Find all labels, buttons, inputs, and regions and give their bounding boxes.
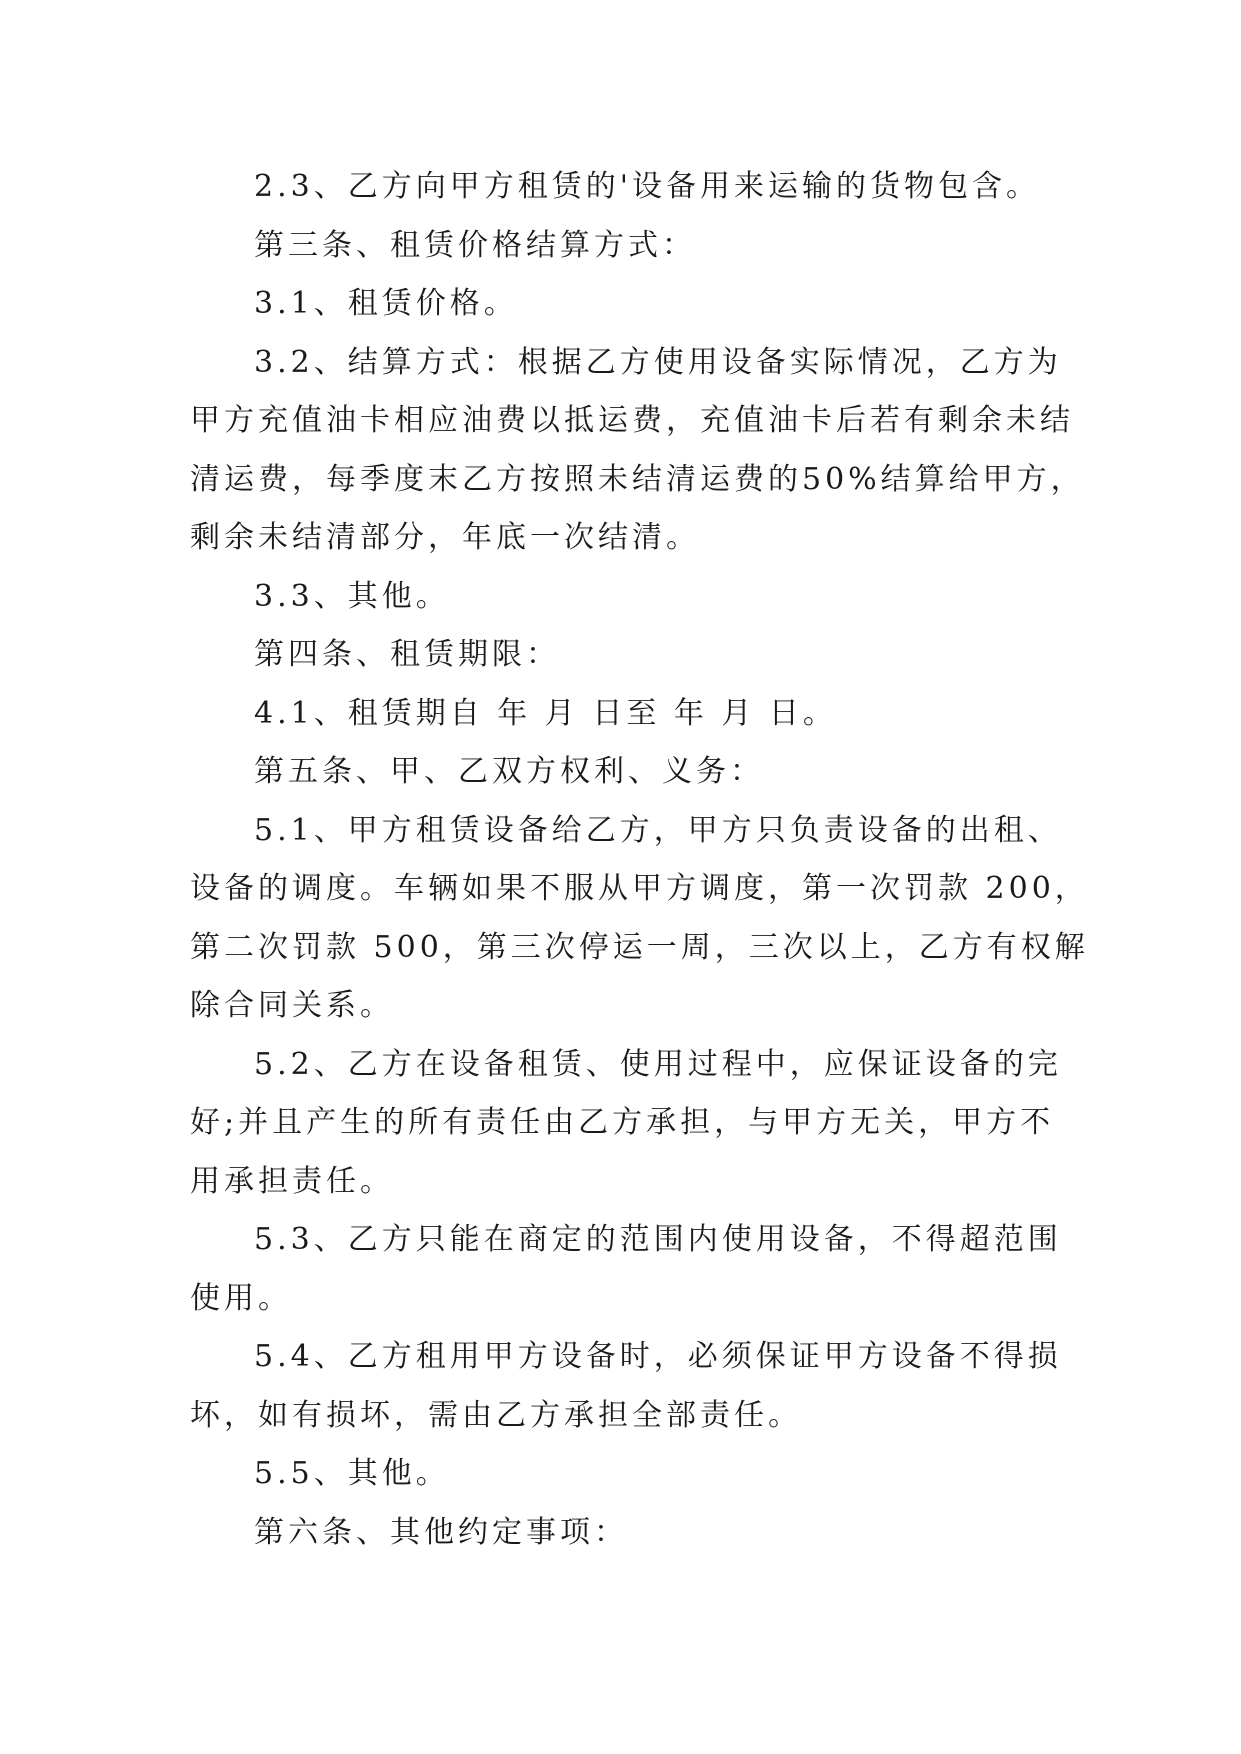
clause-3-2-line-1: 3.2、结算方式：根据乙方使用设备实际情况，乙方为 [254, 344, 1062, 380]
clause-5-4-line-2: 坏，如有损坏，需由乙方承担全部责任。 [190, 1397, 802, 1433]
clause-3-2-line-2: 甲方充值油卡相应油费以抵运费，充值油卡后若有剩余未结 [190, 403, 1074, 438]
article-5-heading: 第五条、甲、乙双方权利、义务： [254, 754, 764, 789]
clause-5-5-line: 5.5、其他。 [254, 1456, 450, 1491]
clause-5-2-line-2: 好;并且产生的所有责任由乙方承担，与甲方无关，甲方不 [190, 1105, 1055, 1140]
clause-5-4-line-1: 5.4、乙方租用甲方设备时，必须保证甲方设备不得损 [254, 1339, 1062, 1374]
clause-3-1-line: 3.1、租赁价格。 [254, 286, 518, 321]
clause-5-1-line-4: 除合同关系。 [190, 988, 394, 1023]
clause-3-2-line-4: 剩余未结清部分，年底一次结清。 [190, 520, 700, 555]
clause-5-1-line-1: 5.1、甲方租赁设备给乙方，甲方只负责设备的出租、 [254, 812, 1062, 848]
clause-2-3-line: 2.3、乙方向甲方租赁的'设备用来运输的货物包含。 [254, 169, 1040, 204]
article-6-heading: 第六条、其他约定事项： [254, 1514, 628, 1550]
clause-5-2-line-1: 5.2、乙方在设备租赁、使用过程中，应保证设备的完 [254, 1046, 1062, 1082]
clause-5-2-line-3: 用承担责任。 [190, 1163, 394, 1199]
article-3-heading: 第三条、租赁价格结算方式： [254, 227, 696, 263]
document-body [190, 158, 1089, 1562]
clause-5-3-line-1: 5.3、乙方只能在商定的范围内使用设备，不得超范围 [254, 1222, 1062, 1257]
clause-3-2-line-3: 清运费，每季度末乙方按照未结清运费的50%结算给甲方， [190, 461, 1085, 497]
clause-5-3-line-2: 使用。 [190, 1280, 292, 1316]
clause-5-1-line-3: 第二次罚款 500，第三次停运一周，三次以上，乙方有权解 [190, 929, 1089, 965]
clause-4-1-line: 4.1、租赁期自 年 月 日至 年 月 日。 [254, 695, 837, 731]
clause-3-3-line: 3.3、其他。 [254, 578, 450, 614]
article-4-heading: 第四条、租赁期限： [254, 637, 560, 672]
clause-5-1-line-2: 设备的调度。车辆如果不服从甲方调度，第一次罚款 200， [190, 871, 1089, 906]
